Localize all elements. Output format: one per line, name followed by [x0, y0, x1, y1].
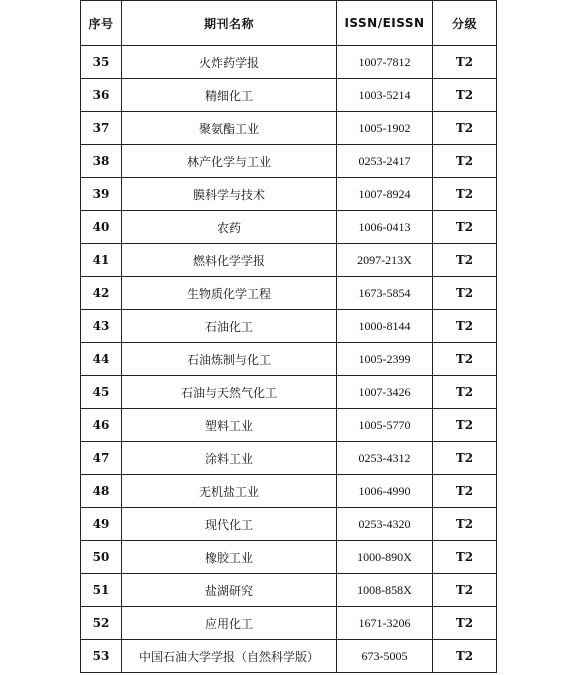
row-number: 52: [81, 607, 122, 640]
row-number: 43: [81, 310, 122, 343]
journal-name: 盐湖研究: [122, 574, 337, 607]
issn-value: 2097-213X: [337, 244, 433, 277]
journal-name: 聚氨酯工业: [122, 112, 337, 145]
issn-value: 0253-2417: [337, 145, 433, 178]
issn-value: 673-5005: [337, 640, 433, 673]
table-row: [81, 640, 497, 673]
journal-name: 塑料工业: [122, 409, 337, 442]
level-value: T2: [433, 541, 497, 574]
table-row: [81, 211, 497, 244]
level-value: T2: [433, 409, 497, 442]
table-body: [81, 46, 497, 673]
table-row: [81, 244, 497, 277]
issn-value: 1671-3206: [337, 607, 433, 640]
issn-value: 1007-8924: [337, 178, 433, 211]
table-row: [81, 574, 497, 607]
table-row: [81, 541, 497, 574]
level-value: T2: [433, 376, 497, 409]
table-row: [81, 475, 497, 508]
issn-value: 1005-5770: [337, 409, 433, 442]
journal-name: 生物质化学工程: [122, 277, 337, 310]
issn-value: 0253-4312: [337, 442, 433, 475]
issn-value: 1003-5214: [337, 79, 433, 112]
level-value: T2: [433, 343, 497, 376]
table-row: [81, 310, 497, 343]
header-no: 序号: [81, 1, 122, 46]
table-row: [81, 112, 497, 145]
row-number: 37: [81, 112, 122, 145]
issn-value: 1007-3426: [337, 376, 433, 409]
issn-value: 1000-890X: [337, 541, 433, 574]
issn-value: 0253-4320: [337, 508, 433, 541]
table-row: [81, 46, 497, 79]
row-number: 40: [81, 211, 122, 244]
journal-name: 精细化工: [122, 79, 337, 112]
header-level: 分级: [433, 1, 497, 46]
header-issn: ISSN/EISSN: [337, 1, 433, 46]
level-value: T2: [433, 607, 497, 640]
issn-value: 1006-4990: [337, 475, 433, 508]
level-value: T2: [433, 112, 497, 145]
row-number: 39: [81, 178, 122, 211]
level-value: T2: [433, 310, 497, 343]
level-value: T2: [433, 178, 497, 211]
journal-table: [80, 0, 497, 673]
table-row: [81, 178, 497, 211]
journal-name: 农药: [122, 211, 337, 244]
level-value: T2: [433, 277, 497, 310]
header-row: [81, 1, 497, 46]
table-header: [81, 1, 497, 46]
table-row: [81, 376, 497, 409]
journal-name: 林产化学与工业: [122, 145, 337, 178]
level-value: T2: [433, 574, 497, 607]
table-row: [81, 79, 497, 112]
row-number: 53: [81, 640, 122, 673]
journal-name: 石油化工: [122, 310, 337, 343]
header-journal-name: 期刊名称: [122, 1, 337, 46]
table-row: [81, 409, 497, 442]
table-row: [81, 277, 497, 310]
level-value: T2: [433, 46, 497, 79]
journal-name: 橡胶工业: [122, 541, 337, 574]
journal-name: 涂料工业: [122, 442, 337, 475]
row-number: 47: [81, 442, 122, 475]
journal-name: 现代化工: [122, 508, 337, 541]
row-number: 44: [81, 343, 122, 376]
table-row: [81, 343, 497, 376]
row-number: 49: [81, 508, 122, 541]
row-number: 36: [81, 79, 122, 112]
issn-value: 1008-858X: [337, 574, 433, 607]
journal-name: 燃料化学学报: [122, 244, 337, 277]
journal-name: 无机盐工业: [122, 475, 337, 508]
row-number: 41: [81, 244, 122, 277]
journal-name: 应用化工: [122, 607, 337, 640]
level-value: T2: [433, 145, 497, 178]
journal-name: 火炸药学报: [122, 46, 337, 79]
issn-value: 1007-7812: [337, 46, 433, 79]
row-number: 46: [81, 409, 122, 442]
journal-name: 石油炼制与化工: [122, 343, 337, 376]
row-number: 48: [81, 475, 122, 508]
row-number: 51: [81, 574, 122, 607]
issn-value: 1000-8144: [337, 310, 433, 343]
table-row: [81, 607, 497, 640]
level-value: T2: [433, 640, 497, 673]
issn-value: 1673-5854: [337, 277, 433, 310]
level-value: T2: [433, 508, 497, 541]
level-value: T2: [433, 475, 497, 508]
table-row: [81, 508, 497, 541]
journal-name: 石油与天然气化工: [122, 376, 337, 409]
journal-name: 中国石油大学学报（自然科学版）: [122, 640, 337, 673]
row-number: 45: [81, 376, 122, 409]
row-number: 38: [81, 145, 122, 178]
row-number: 35: [81, 46, 122, 79]
table-row: [81, 442, 497, 475]
level-value: T2: [433, 211, 497, 244]
issn-value: 1005-1902: [337, 112, 433, 145]
row-number: 42: [81, 277, 122, 310]
table-row: [81, 145, 497, 178]
row-number: 50: [81, 541, 122, 574]
issn-value: 1005-2399: [337, 343, 433, 376]
level-value: T2: [433, 442, 497, 475]
level-value: T2: [433, 79, 497, 112]
journal-name: 膜科学与技术: [122, 178, 337, 211]
issn-value: 1006-0413: [337, 211, 433, 244]
level-value: T2: [433, 244, 497, 277]
